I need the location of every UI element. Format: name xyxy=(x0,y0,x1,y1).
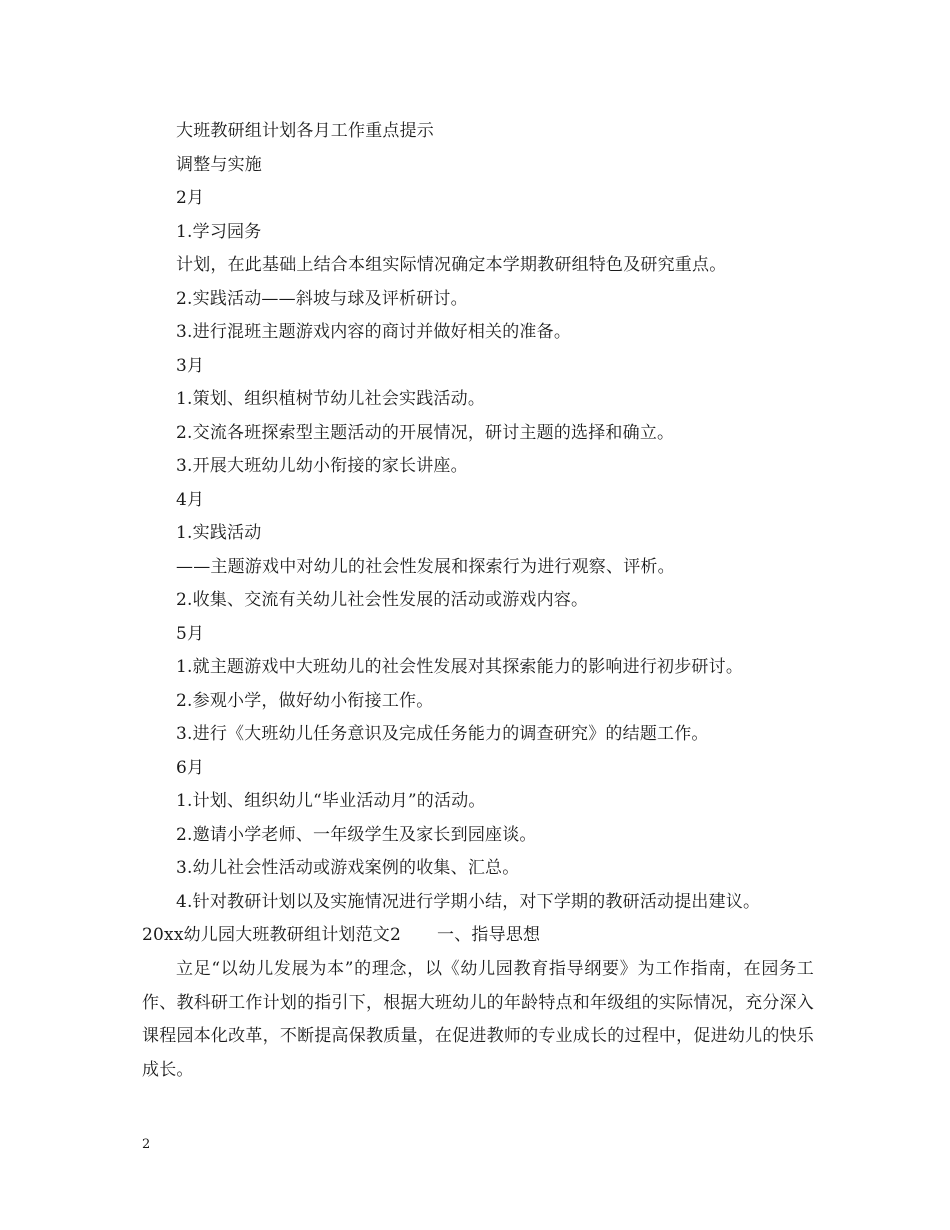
doc-line: 4.针对教研计划以及实施情况进行学期小结，对下学期的教研活动提出建议。 xyxy=(176,892,761,912)
month-heading: 4月 xyxy=(176,490,205,510)
month-heading: 2月 xyxy=(176,188,205,208)
doc-line: 2.交流各班探索型主题活动的开展情况，研讨主题的选择和确立。 xyxy=(176,423,675,443)
month-heading: 5月 xyxy=(176,624,205,644)
doc-line: 2.参观小学，做好幼小衔接工作。 xyxy=(176,691,434,711)
section-heading: 一、指导思想 xyxy=(437,925,541,945)
doc-line: ——主题游戏中对幼儿的社会性发展和探索行为进行观察、评析。 xyxy=(176,557,675,577)
doc-line: 调整与实施 xyxy=(176,155,262,175)
doc-line: 1.计划、组织幼儿“毕业活动月”的活动。 xyxy=(176,791,486,811)
month-heading: 6月 xyxy=(176,758,205,778)
body-paragraph: 立足“以幼儿发展为本”的理念，以《幼儿园教育指导纲要》为工作指南，在园务工作、教科研工作计划的指引下，根据大班幼儿的年龄特点和年级组的实际情况，充分深入课程园本化改革，不断提高保教质量，在促进教师的专业成长的过程中，促进幼儿的快乐成长。 xyxy=(142,959,814,1080)
month-heading: 3月 xyxy=(176,356,205,376)
section-title: 20xx幼儿园大班教研组计划范文2 xyxy=(142,925,402,945)
doc-line: 1.策划、组织植树节幼儿社会实践活动。 xyxy=(176,389,486,409)
doc-line: 3.幼儿社会性活动或游戏案例的收集、汇总。 xyxy=(176,858,520,878)
doc-line: 3.进行混班主题游戏内容的商讨并做好相关的准备。 xyxy=(176,322,572,342)
doc-title: 大班教研组计划各月工作重点提示 xyxy=(176,121,434,141)
doc-line: 2.收集、交流有关幼儿社会性发展的活动或游戏内容。 xyxy=(176,590,589,610)
doc-line: 1.就主题游戏中大班幼儿的社会性发展对其探索能力的影响进行初步研讨。 xyxy=(176,657,744,677)
doc-line: 3.进行《大班幼儿任务意识及完成任务能力的调查研究》的结题工作。 xyxy=(176,724,709,744)
page-number: 2 xyxy=(142,1137,151,1152)
doc-line: 1.学习园务 xyxy=(176,222,262,242)
doc-line: 3.开展大班幼儿幼小衔接的家长讲座。 xyxy=(176,456,468,476)
doc-line: 1.实践活动 xyxy=(176,523,262,543)
section-title-line xyxy=(142,924,540,946)
doc-line: 2.实践活动——斜坡与球及评析研讨。 xyxy=(176,289,468,309)
doc-line: 计划，在此基础上结合本组实际情况确定本学期教研组特色及研究重点。 xyxy=(176,255,727,275)
doc-line: 2.邀请小学老师、一年级学生及家长到园座谈。 xyxy=(176,825,537,845)
